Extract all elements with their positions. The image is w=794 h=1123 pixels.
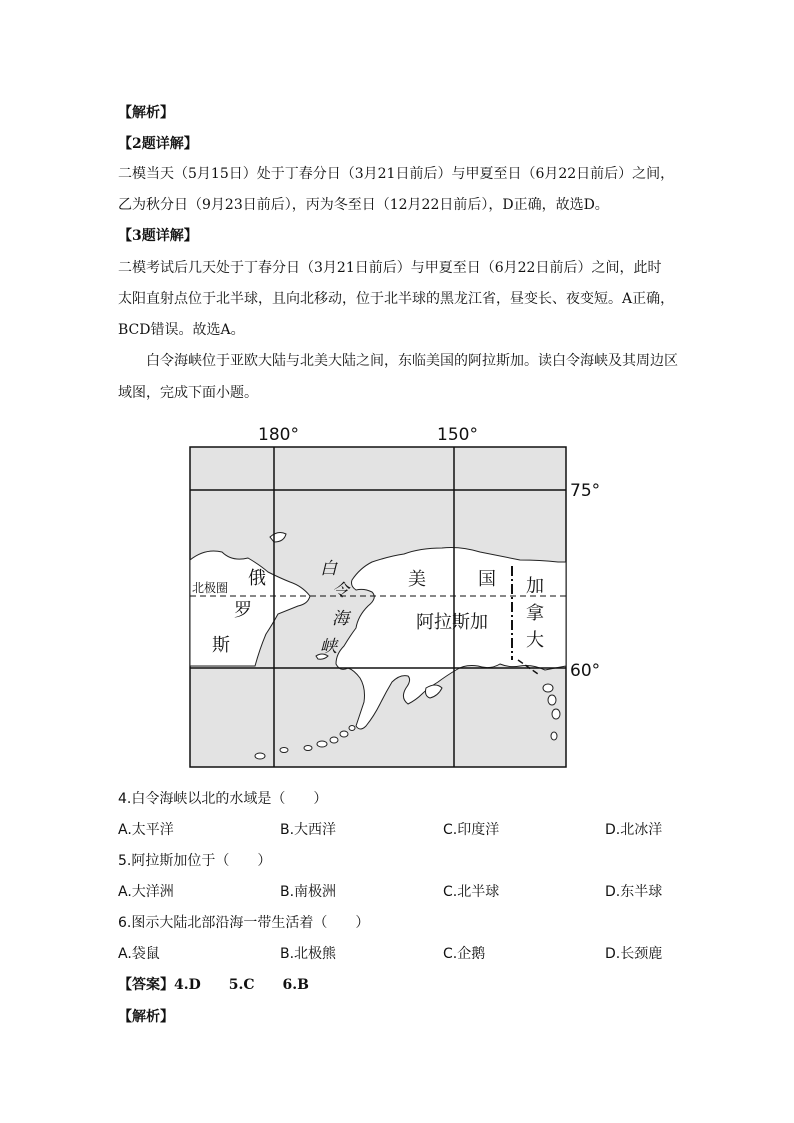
- paragraph-q2-line1: 二模当天（5月15日）处于丁春分日（3月21日前后）与甲夏至日（6月22日前后）之间，: [118, 166, 675, 182]
- latitude-75-label: 75°: [570, 481, 601, 501]
- strait-label-1: 白: [320, 559, 337, 579]
- section-heading-analysis-2: 【解析】: [118, 1009, 174, 1025]
- strait-label-3: 海: [332, 609, 349, 629]
- russia-label-3: 斯: [212, 635, 230, 656]
- section-heading-q2-detail: 【2题详解】: [118, 136, 198, 152]
- longitude-180-label: 180°: [258, 425, 299, 445]
- alaska-label: 阿拉斯加: [416, 612, 488, 633]
- q4-option-a: A.太平洋: [118, 822, 174, 838]
- paragraph-q3-line1: 二模考试后几天处于丁春分日（3月21日前后）与甲夏至日（6月22日前后）之间，此时: [118, 260, 662, 276]
- longitude-150-label: 150°: [437, 425, 478, 445]
- russia-label-2: 罗: [234, 600, 252, 621]
- canada-label-2: 拿: [526, 603, 544, 624]
- q6-option-d: D.长颈鹿: [605, 946, 663, 962]
- paragraph-q2-line2: 乙为秋分日（9月23日前后），丙为冬至日（12月22日前后），D正确，故选D。: [118, 197, 609, 213]
- q5-option-a: A.大洋洲: [118, 884, 174, 900]
- usa-label-1: 美: [408, 569, 426, 590]
- arctic-circle-label: 北极圈: [192, 581, 229, 595]
- section-heading-q3-detail: 【3题详解】: [118, 228, 198, 244]
- answer-line: 【答案】4.D 5.C 6.B: [118, 977, 309, 993]
- q6-option-c: C.企鹅: [443, 946, 486, 962]
- q4-option-b: B.大西洋: [280, 822, 337, 838]
- paragraph-q3-line2: 太阳直射点位于北半球，且向北移动，位于北半球的黑龙江省，昼变长、夜变短。A正确，: [118, 291, 675, 307]
- q5-option-b: B.南极洲: [280, 884, 337, 900]
- russia-label-1: 俄: [248, 568, 266, 589]
- q6-option-a: A.袋鼠: [118, 946, 160, 962]
- q4-option-d: D.北冰洋: [605, 822, 663, 838]
- bering-strait-map: [160, 420, 610, 775]
- canada-label-1: 加: [526, 576, 544, 597]
- q4-option-c: C.印度洋: [443, 822, 500, 838]
- paragraph-intro-line1: 白令海峡位于亚欧大陆与北美大陆之间，东临美国的阿拉斯加。读白令海峡及其周边区: [146, 353, 678, 369]
- paragraph-q3-line3: BCD错误。故选A。: [118, 322, 245, 338]
- strait-label-4: 峡: [320, 637, 337, 657]
- q5-option-c: C.北半球: [443, 884, 500, 900]
- usa-label-2: 国: [478, 569, 496, 590]
- canada-label-3: 大: [526, 630, 544, 651]
- question-6: 6.图示大陆北部沿海一带生活着（ ）: [118, 915, 370, 931]
- latitude-60-label: 60°: [570, 661, 601, 681]
- q5-option-d: D.东半球: [605, 884, 663, 900]
- strait-label-2: 令: [332, 581, 349, 601]
- paragraph-intro-line2: 域图，完成下面小题。: [118, 385, 258, 401]
- question-4: 4.白令海峡以北的水域是（ ）: [118, 791, 328, 807]
- section-heading-analysis: 【解析】: [118, 105, 174, 121]
- q6-option-b: B.北极熊: [280, 946, 337, 962]
- question-5: 5.阿拉斯加位于（ ）: [118, 853, 272, 869]
